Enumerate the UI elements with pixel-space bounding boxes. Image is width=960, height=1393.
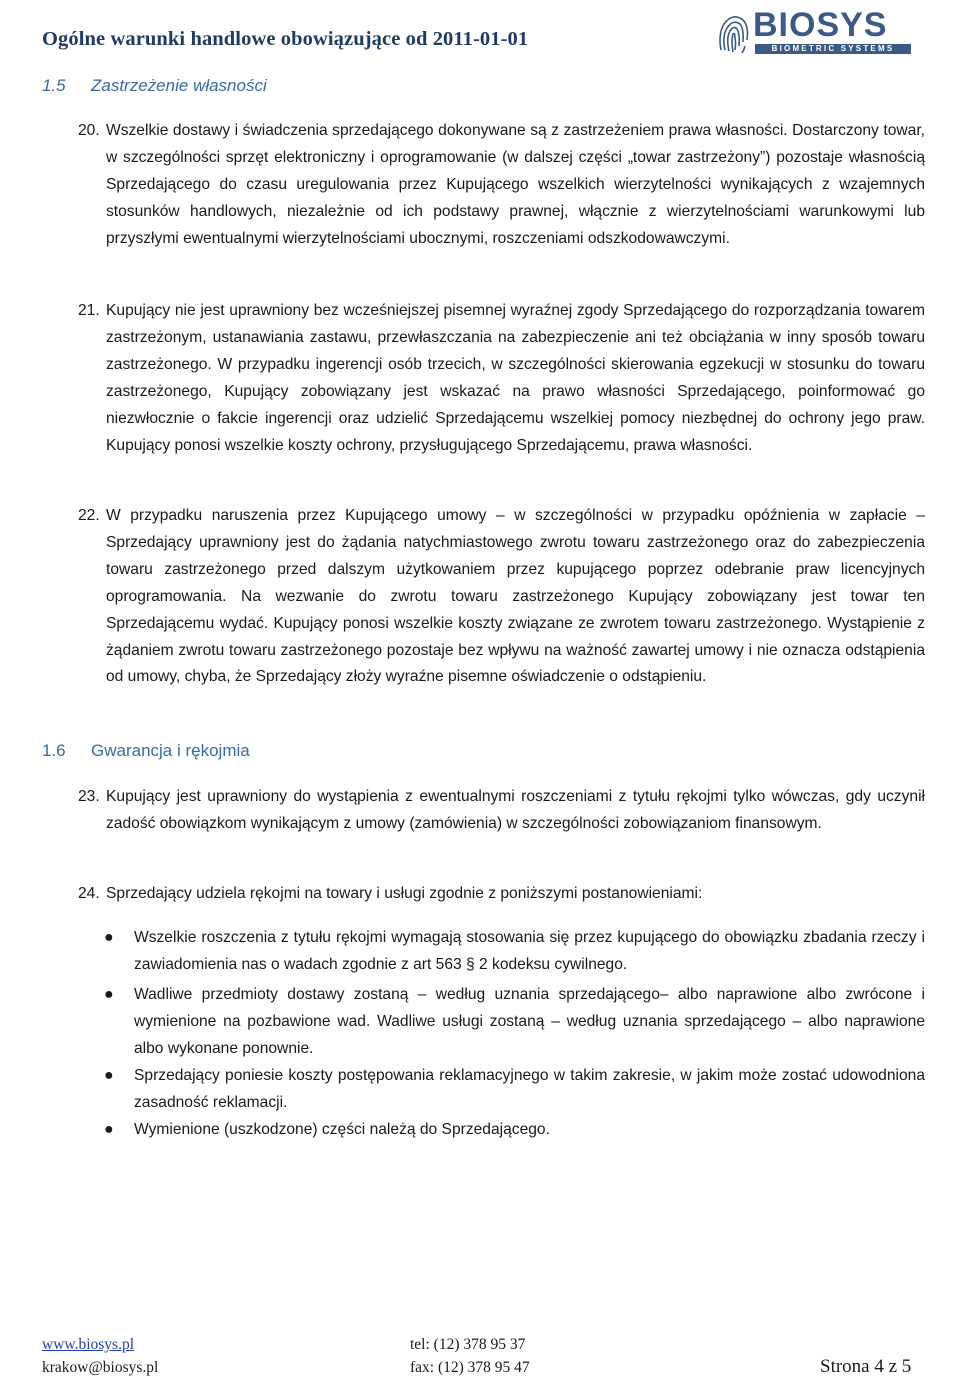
list-item-text: Sprzedający poniesie koszty postępowania reklamacyjnego w takim zakresie, w jakim może zostać udowodniona zasadność reklamacji. xyxy=(134,1067,925,1111)
paragraph-text: Kupujący jest uprawniony do wystąpienia z ewentualnymi roszczeniami z tytułu rękojmi tylko wówczas, gdy uczynił zadość obowiązkom wynikającym z umowy (zamówienia) w szczególności zobowiązaniom finansowym. xyxy=(106,788,925,832)
list-item xyxy=(104,1063,925,1117)
paragraph-text: Kupujący nie jest uprawniony bez wcześniejszej pisemnej wyraźnej zgody Sprzedającego do rozporządzania towarem zastrzeżonym, ustanawiania zastawu, przewłaszczania na zabezpieczenie ani też obciążania w inny sposób towaru zastrzeżonego. W przypadku ingerencji osób trzecich, w szczególności skierowania egzekucji w stosunku do towaru zastrzeżonego, Kupujący zobowiązany jest wskazać na prawo własności Sprzedającego, poinformować go niezwłocznie o fakcie ingerencji oraz udzielić Sprzedającemu wszelkiej pomocy niezbędnej do ochrony jego praw. Kupujący ponosi wszelkie koszty ochrony, przysługującego Sprzedającemu, prawa własności. xyxy=(106,302,925,454)
fax-number: fax: (12) 378 95 47 xyxy=(410,1359,530,1376)
bullet-icon: ● xyxy=(104,1121,114,1138)
list-item-text: Wymienione (uszkodzone) części należą do Sprzedającego. xyxy=(134,1121,550,1138)
phone-number: tel: (12) 378 95 37 xyxy=(410,1336,526,1353)
paragraph-number: 21. xyxy=(78,302,100,319)
section-number: 1.6 xyxy=(42,741,66,760)
paragraph-text: W przypadku naruszenia przez Kupującego umowy – w szczególności w przypadku opóźnienia w zapłacie – Sprzedający uprawniony jest do żądania natychmiastowego zwrotu towaru zastrzeżonego oraz do zabezpieczenia towaru zastrzeżonego przed dalszym użytkowaniem przez kupującego poprzez odebranie praw licencyjnych oprogramowania. Na wezwanie do zwrotu towaru zastrzeżonego Kupujący zobowiązany jest towar ten Sprzedającemu wydać. Kupujący ponosi wszelkie koszty związane ze zwrotem towaru zastrzeżonego. Wystąpienie z żądaniem zwrotu towaru zastrzeżonego pozostaje bez wpływu na ważność zawartej umowy i nie oznacza odstąpienia od umowy, chyba, że Sprzedający złoży wyraźne pisemne oświadczenie o odstąpieniu. xyxy=(106,507,925,686)
paragraph-20 xyxy=(78,118,925,253)
list-item xyxy=(104,925,925,979)
paragraph-24 xyxy=(78,881,925,908)
bullet-icon: ● xyxy=(104,986,114,1003)
section-heading-1-5 xyxy=(42,76,267,96)
website-link[interactable]: www.biosys.pl xyxy=(42,1336,135,1353)
paragraph-21 xyxy=(78,298,925,459)
email-address: krakow@biosys.pl xyxy=(42,1359,159,1376)
list-item-text: Wszelkie roszczenia z tytułu rękojmi wymagają stosowania się przez kupującego do obowiązku zbadania rzeczy i zawiadomienia nas o wadach zgodnie z art 563 § 2 kodeksu cywilnego. xyxy=(134,929,925,973)
list-item-text: Wadliwe przedmioty dostawy zostaną – według uznania sprzedającego– albo naprawione albo zwrócone i wymienione na pozbawione wad. Wadliwe usługi zostaną – według uznania sprzedającego – albo naprawione albo wykonane ponownie. xyxy=(134,986,925,1057)
paragraph-text: Sprzedający udziela rękojmi na towary i usługi zgodnie z poniższymi postanowieniami: xyxy=(106,885,703,902)
list-item xyxy=(104,1117,925,1144)
fingerprint-icon xyxy=(715,10,751,56)
section-number: 1.5 xyxy=(42,76,66,95)
page-header xyxy=(0,0,960,62)
paragraph-number: 22. xyxy=(78,507,100,524)
paragraph-number: 20. xyxy=(78,122,100,139)
paragraph-22 xyxy=(78,503,925,691)
document-title: Ogólne warunki handlowe obowiązujące od 2011-01-01 xyxy=(42,28,529,50)
section-heading-1-6 xyxy=(42,741,250,761)
section-title: Zastrzeżenie własności xyxy=(91,76,267,95)
page-number: Strona 4 z 5 xyxy=(820,1356,912,1377)
biosys-logo xyxy=(715,6,915,58)
section-title: Gwarancja i rękojmia xyxy=(91,741,250,760)
paragraph-23 xyxy=(78,784,925,838)
paragraph-text: Wszelkie dostawy i świadczenia sprzedającego dokonywane są z zastrzeżeniem prawa własności. Dostarczony towar, w szczególności sprzęt elektroniczny i oprogramowanie (w dalszej części „towar zastrzeżony”) pozostaje własnością Sprzedającego do czasu uregulowania przez Kupującego wszelkich wierzytelności wynikających z wzajemnych stosunków handlowych, niezależnie od ich podstawy prawnej, włącznie z wierzytelnościami warunkowymi lub przyszłymi ewentualnymi wierzytelnościami ubocznymi, roszczeniami odszkodowawczymi. xyxy=(106,122,925,247)
bullet-icon: ● xyxy=(104,1067,114,1084)
page-footer xyxy=(0,1328,960,1388)
logo-tagline: BIOMETRIC SYSTEMS xyxy=(755,44,911,54)
bullet-icon: ● xyxy=(104,929,114,946)
paragraph-number: 23. xyxy=(78,788,100,805)
list-item xyxy=(104,982,925,1063)
logo-wordmark: BIOSYS xyxy=(753,6,888,44)
paragraph-number: 24. xyxy=(78,885,100,902)
